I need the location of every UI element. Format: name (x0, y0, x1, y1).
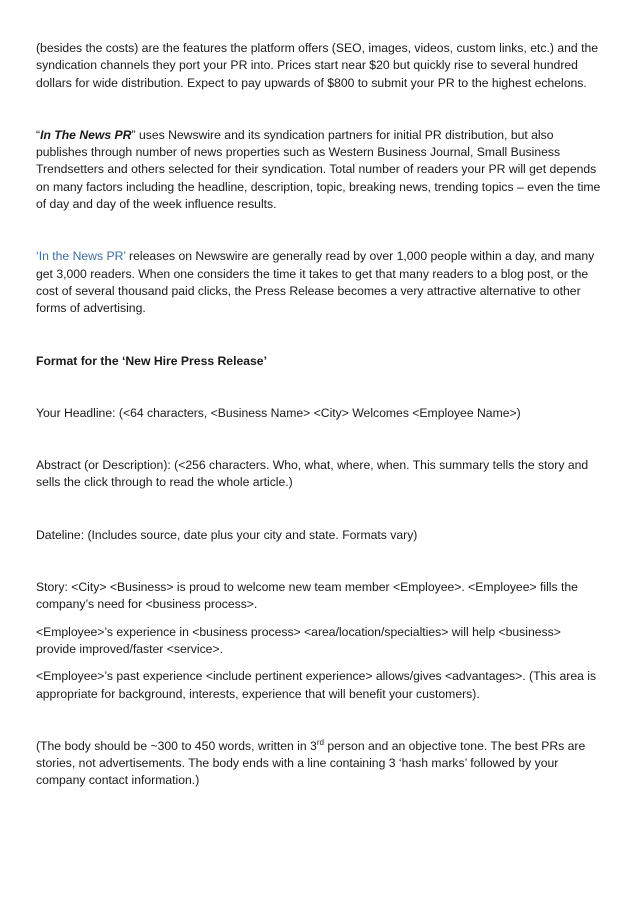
spacer (36, 422, 602, 457)
spacer (36, 370, 602, 405)
ordinal-suffix: rd (316, 737, 324, 747)
note-text: (The body should be ~300 to 450 words, written in 3 (36, 738, 317, 753)
document-page (36, 40, 602, 790)
note-text: person and an objective tone. The best PRs are stories, not advertisements. The body ends with a line containing 3 ‘hash marks’ followed by your company contact information.) (36, 738, 586, 788)
body-length-note (36, 738, 602, 790)
dateline-instruction: Dateline: (Includes source, date plus your city and state. Formats vary) (36, 527, 418, 542)
spacer (36, 658, 602, 668)
paragraph-readership (36, 248, 602, 317)
spacer (36, 614, 602, 624)
section-heading: Format for the ‘New Hire Press Release’ (36, 353, 267, 368)
spacer (36, 318, 602, 353)
headline-instruction: Your Headline: (<64 characters, <Business Name> <City> Welcomes <Employee Name>) (36, 405, 521, 420)
story-paragraph-2: <Employee>’s experience in <business process> <area/location/specialties> will help <business> provide improved/faster <service>. (36, 624, 561, 656)
story-paragraph-3: <Employee>’s past experience <include pertinent experience> allows/gives <advantages>. (This area is appropriate for background, interests, experience that will benefit your customers). (36, 669, 597, 701)
paragraph-text: uses Newswire and its syndication partners for initial PR distribution, but also publishes through number of news properties such as Western Business Journal, Small Business Trendsetters and others selected for their syndication. Total number of readers your PR will get depends on many factors including the headline, description, topic, breaking news, trending topics – even the time of day and day of the week influence results. (36, 127, 601, 212)
abstract-instruction: Abstract (or Description): (<256 characters. Who, what, where, when. This summary tells the story and sells the click through to read the whole article.) (36, 458, 589, 490)
open-quote: “ (36, 127, 41, 142)
paragraph-in-the-news-pr (36, 127, 602, 213)
spacer (36, 492, 602, 527)
spacer (36, 544, 602, 579)
brand-name: In The News PR (40, 127, 132, 142)
spacer (36, 92, 602, 127)
spacer (36, 703, 602, 738)
close-quote: ” (131, 127, 136, 142)
story-paragraph-1: Story: <City> <Business> is proud to welcome new team member <Employee>. <Employee> fills the company’s need for <business process>. (36, 580, 578, 612)
paragraph-text: releases on Newswire are generally read by over 1,000 people within a day, and many get 3,000 readers. When one considers the time it takes to get that many readers to a blog post, or the cost of several thousand paid clicks, the Press Release becomes a very attractive alternative to other forms of advertising. (36, 249, 595, 316)
spacer (36, 213, 602, 248)
in-the-news-pr-link[interactable]: ‘In the News PR’ (36, 249, 126, 264)
paragraph-costs: (besides the costs) are the features the platform offers (SEO, images, videos, custom links, etc.) and the syndication channels they port your PR into. Prices start near $20 but quickly rise to several hundred dollars for wide distribution. Expect to pay upwards of $800 to submit your PR to the highest echelons. (36, 41, 599, 90)
